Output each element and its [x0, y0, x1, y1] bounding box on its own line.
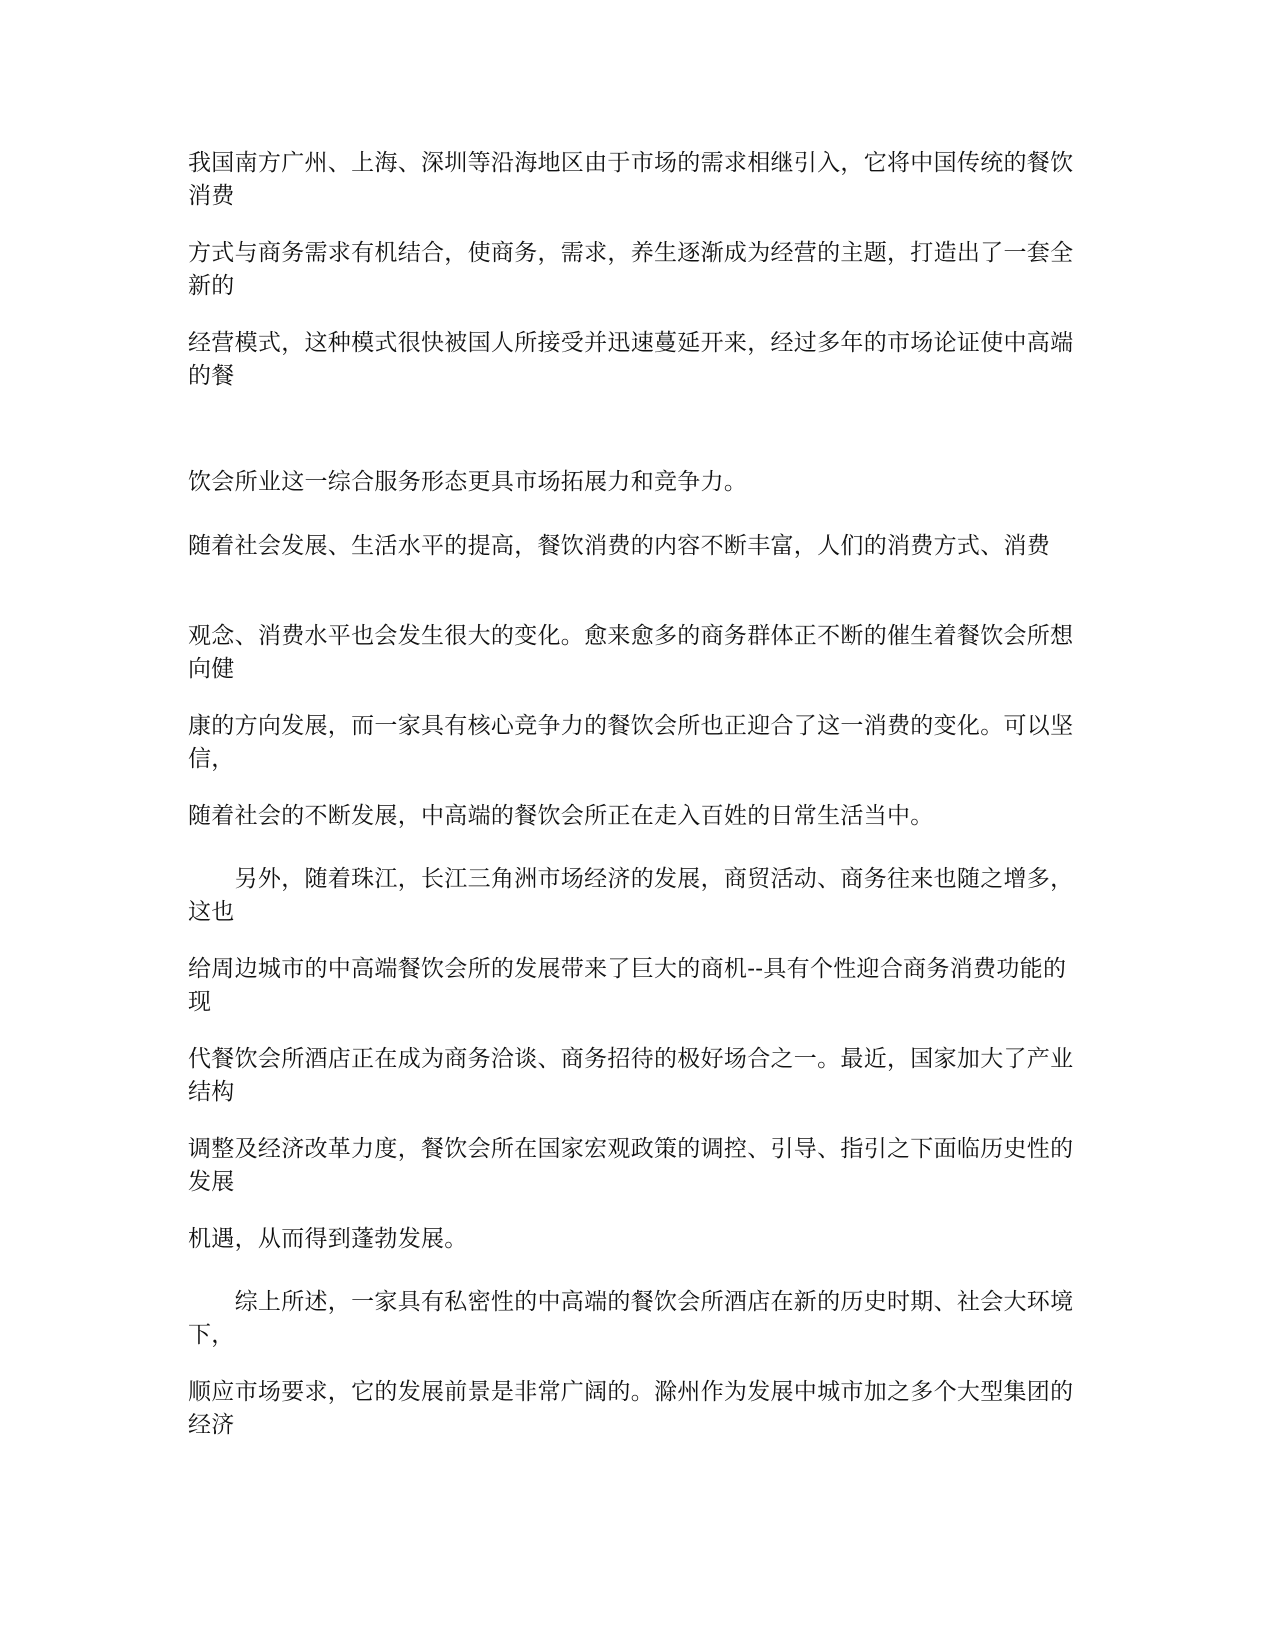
paragraph-3: 经营模式，这种模式很快被国人所接受并迅速蔓延开来，经过多年的市场论证使中高端的餐 — [188, 330, 1074, 389]
paragraph-14: 综上所述，一家具有私密性的中高端的餐饮会所酒店在新的历史时期、社会大环境下， — [188, 1289, 1074, 1348]
paragraph-11: 代餐饮会所酒店正在成为商务洽谈、商务招待的极好场合之一。最近，国家加大了产业结构 — [188, 1046, 1074, 1105]
paragraph-13: 机遇，从而得到蓬勃发展。 — [188, 1226, 468, 1252]
paragraph-10: 给周边城市的中高端餐饮会所的发展带来了巨大的商机--具有个性迎合商务消费功能的现 — [188, 956, 1067, 1015]
paragraph-9: 另外，随着珠江，长江三角洲市场经济的发展，商贸活动、商务往来也随之增多，这也 — [188, 866, 1074, 925]
paragraph-6: 观念、消费水平也会发生很大的变化。愈来愈多的商务群体正不断的催生着餐饮会所想向健 — [188, 623, 1074, 682]
paragraph-12: 调整及经济改革力度，餐饮会所在国家宏观政策的调控、引导、指引之下面临历史性的发展 — [188, 1136, 1074, 1195]
paragraph-1: 我国南方广州、上海、深圳等沿海地区由于市场的需求相继引入，它将中国传统的餐饮消费 — [188, 150, 1074, 209]
paragraph-5: 随着社会发展、生活水平的提高，餐饮消费的内容不断丰富，人们的消费方式、消费 — [188, 533, 1051, 559]
paragraph-2: 方式与商务需求有机结合，使商务，需求，养生逐渐成为经营的主题，打造出了一套全新的 — [188, 240, 1074, 299]
paragraph-7: 康的方向发展，而一家具有核心竞争力的餐饮会所也正迎合了这一消费的变化。可以坚信， — [188, 713, 1074, 772]
paragraph-8: 随着社会的不断发展，中高端的餐饮会所正在走入百姓的日常生活当中。 — [188, 803, 934, 829]
paragraph-15: 顺应市场要求，它的发展前景是非常广阔的。滁州作为发展中城市加之多个大型集团的经济 — [188, 1379, 1074, 1438]
paragraph-4: 饮会所业这一综合服务形态更具市场拓展力和竞争力。 — [188, 469, 748, 495]
